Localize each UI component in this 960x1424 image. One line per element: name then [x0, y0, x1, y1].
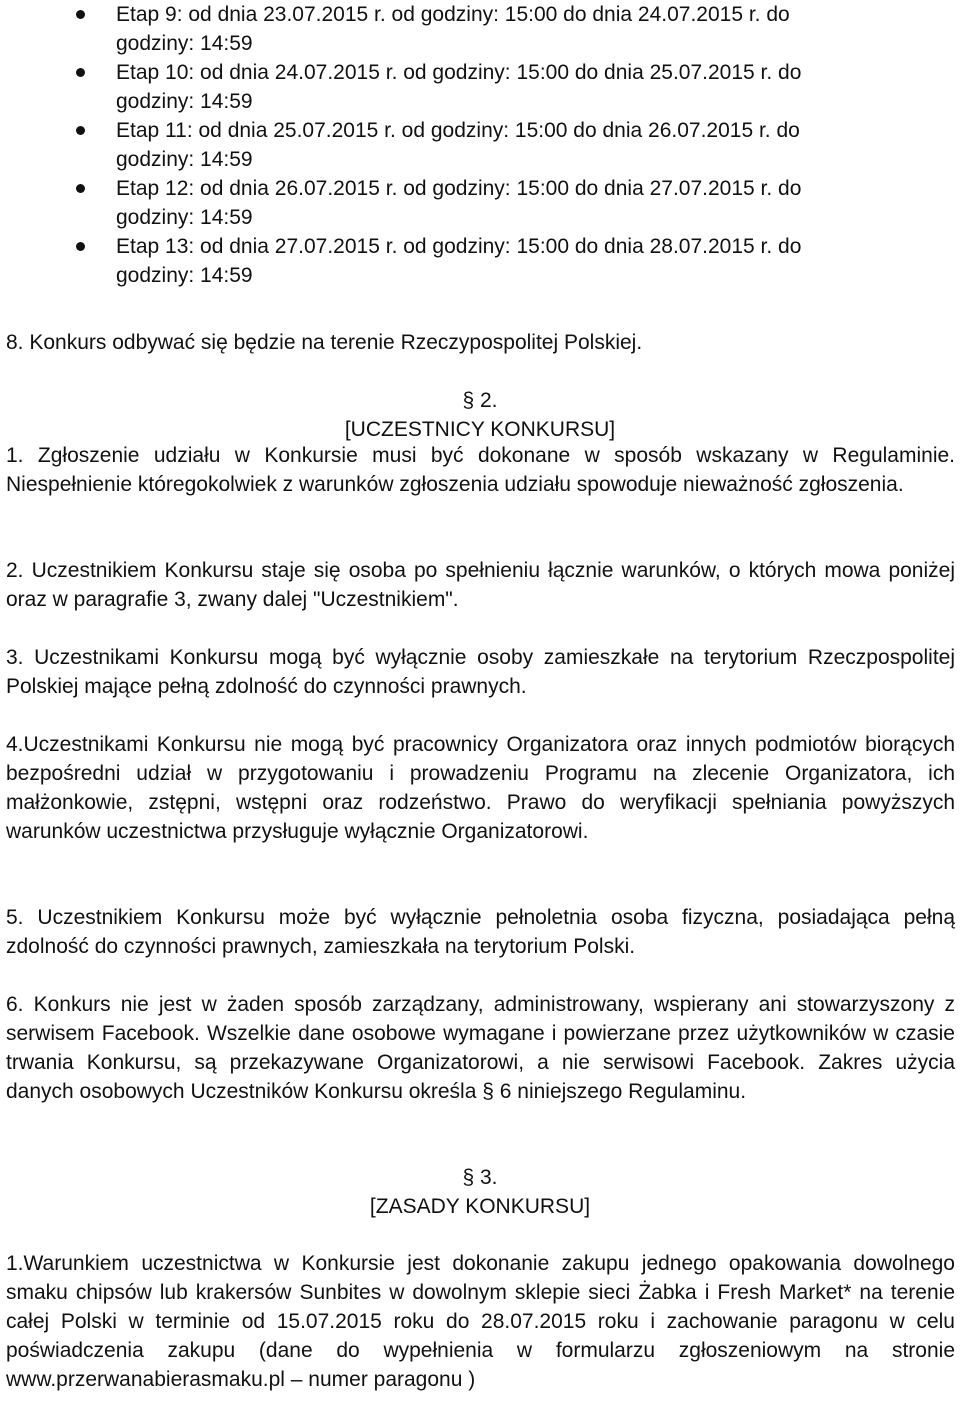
list-item — [0, 0, 960, 58]
bullet-icon — [76, 242, 85, 251]
stage-line: Etap 12: od dnia 26.07.2015 r. od godziny: 15:00 do dnia 27.07.2015 r. do — [116, 177, 802, 200]
section-2-number: § 2. — [462, 389, 498, 412]
list-item — [0, 116, 960, 174]
section-2-paragraph-6: 6. Konkurs nie jest w żaden sposób zarządzany, administrowany, wspierany ani stowarzyszony z serwisem Facebook. Wszelkie dane osobowe wymagane i powierzane przez użytkowników w czasie trwania Konkursu, są przekazywane Organizatorowi, a nie serwisowi Facebook. Zakres użycia danych osobowych Uczestników Konkursu określa § 6 niniejszego Regulaminu. — [6, 993, 955, 1103]
section-2-paragraph-2: 2. Uczestnikiem Konkursu staje się osoba po spełnieniu łącznie warunków, o których mowa poniżej oraz w paragrafie 3, zwany dalej "Uczestnikiem". — [6, 559, 955, 611]
section-2-paragraph-4: 4.Uczestnikami Konkursu nie mogą być pracownicy Organizatora oraz innych podmiotów biorących bezpośredni udział w przygotowaniu i prowadzeniu Programu na zlecenie Organizatora, ich małżonkowie, zstępni, wstępni oraz rodzeństwo. Prawo do weryfikacji spełniania powyższych warunków uczestnictwa przysługuje wyłącznie Organizatorowi. — [6, 733, 955, 843]
bullet-icon — [76, 126, 85, 135]
stage-line: Etap 9: od dnia 23.07.2015 r. od godziny: 15:00 do dnia 24.07.2015 r. do — [116, 3, 790, 26]
stage-line: Etap 13: od dnia 27.07.2015 r. od godziny: 15:00 do dnia 28.07.2015 r. do — [116, 235, 802, 258]
section-2-paragraph-3: 3. Uczestnikami Konkursu mogą być wyłącznie osoby zamieszkałe na terytorium Rzeczpospolitej Polskiej mające pełną zdolność do czynności prawnych. — [6, 646, 955, 698]
stage-line: Etap 11: od dnia 25.07.2015 r. od godziny: 15:00 do dnia 26.07.2015 r. do — [116, 119, 800, 142]
stage-line: godziny: 14:59 — [116, 148, 253, 171]
section-3-title: [ZASADY KONKURSU] — [369, 1195, 591, 1218]
stage-line: godziny: 14:59 — [116, 264, 253, 287]
point-8: 8. Konkurs odbywać się będzie na terenie Rzeczypospolitej Polskiej. — [6, 331, 643, 354]
stage-list — [0, 0, 960, 290]
section-2-paragraph-1: 1. Zgłoszenie udziału w Konkursie musi być dokonane w sposób wskazany w Regulaminie. Niespełnienie któregokolwiek z warunków zgłoszenia udziału spowoduje nieważność zgłoszenia. — [6, 444, 955, 496]
section-2-title: [UCZESTNICY KONKURSU] — [344, 418, 616, 441]
section-2-paragraph-5: 5. Uczestnikiem Konkursu może być wyłącznie pełnoletnia osoba fizyczna, posiadająca pełną zdolność do czynności prawnych, zamieszkała na terytorium Polski. — [6, 906, 955, 958]
stage-line: Etap 10: od dnia 24.07.2015 r. od godziny: 15:00 do dnia 25.07.2015 r. do — [116, 61, 802, 84]
bullet-icon — [76, 68, 85, 77]
stage-line: godziny: 14:59 — [116, 32, 253, 55]
list-item — [0, 58, 960, 116]
section-3-number: § 3. — [462, 1166, 498, 1189]
bullet-icon — [76, 10, 85, 19]
stage-line: godziny: 14:59 — [116, 90, 253, 113]
list-item — [0, 232, 960, 290]
list-item — [0, 174, 960, 232]
bullet-icon — [76, 184, 85, 193]
stage-line: godziny: 14:59 — [116, 206, 253, 229]
section-3-paragraph-1: 1.Warunkiem uczestnictwa w Konkursie jest dokonanie zakupu jednego opakowania dowolnego smaku chipsów lub krakersów Sunbites w dowolnym sklepie sieci Żabka i Fresh Market* na terenie całej Polski w terminie od 15.07.2015 roku do 28.07.2015 roku i zachowanie paragonu w celu poświadczenia zakupu (dane do wypełnienia w formularzu zgłoszeniowym na stronie www.przerwanabierasmaku.pl – numer paragonu ) — [6, 1252, 955, 1391]
